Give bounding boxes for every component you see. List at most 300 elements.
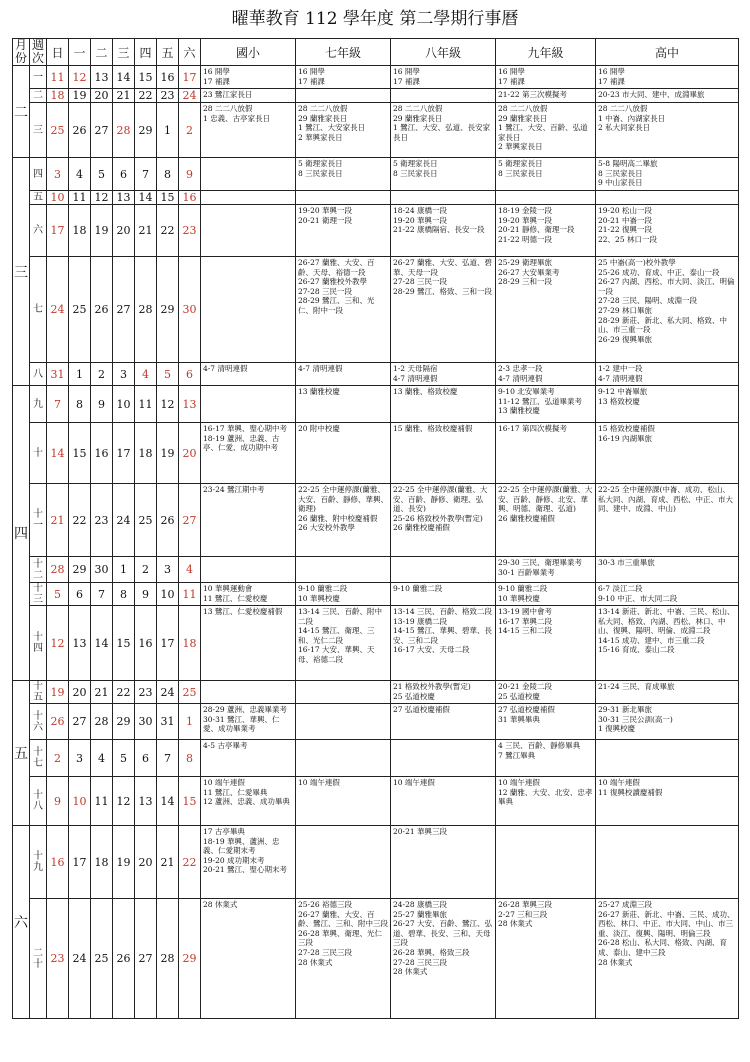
day-cell: 4 [135, 363, 157, 386]
day-cell: 5 [47, 583, 69, 606]
day-cell: 16 [179, 191, 201, 205]
day-cell: 28 [91, 704, 113, 740]
highschool-events: 13-14 新莊、新北、中崙、三民、松山、私大同、格致、內湖、西松、林口、中山、復興、陽明、明倫、成淵二段 14-15 成功、建中、市三重二段 15-16 育成、泰山二段 [596, 606, 739, 681]
day-cell: 1 [157, 103, 179, 158]
grade9-events: 22-25 全中運停課(蘭雅、大安、百齡、靜修、北安、華興、明德、衛理、弘道) 26 蘭雅校慶補假 [496, 484, 596, 557]
grade8-events: 24-28 康橋三段 25-27 蘭雅畢旅 26-27 大安、百齡、鷺江、弘道、碧華、長安、三和、天母三段 26-28 華興、格致三段 27-28 三民三段 28 休業式 [391, 899, 496, 1019]
day-cell: 10 [47, 191, 69, 205]
highschool-events: 1-2 建中一段 4-7 清明連假 [596, 363, 739, 386]
month-cell: 二 [13, 66, 30, 158]
highschool-events: 20-23 市大同、建中、成淵畢旅 [596, 89, 739, 103]
week-number: 十四 [30, 606, 47, 681]
week-number: 八 [30, 363, 47, 386]
week-row [13, 899, 739, 1019]
day-cell: 25 [69, 257, 91, 363]
week-row [13, 423, 739, 484]
elementary-events [201, 681, 296, 704]
day-cell: 26 [157, 484, 179, 557]
day-cell: 30 [135, 704, 157, 740]
week-number: 九 [30, 386, 47, 423]
day-cell: 8 [157, 158, 179, 191]
grade8-events: 18-24 康橋一段 19-20 華興一段 21-22 康橋隔宿、長安一段 [391, 205, 496, 257]
day-cell: 14 [135, 191, 157, 205]
day-cell: 19 [157, 423, 179, 484]
grade7-events: 16 開學 17 補課 [296, 66, 391, 89]
grade7-events: 22-25 全中運停課(蘭雅、大安、百齡、靜修、華興、衛理) 26 蘭雅、附中校慶補假 26 大安校外教學 [296, 484, 391, 557]
highschool-events [596, 826, 739, 899]
day-cell: 9 [179, 158, 201, 191]
grade8-events [391, 557, 496, 583]
grade9-events [496, 826, 596, 899]
grade9-events: 13-19 國中會考 16-17 華興二段 14-15 三和二段 [496, 606, 596, 681]
day-cell: 10 [157, 583, 179, 606]
day-cell: 17 [157, 606, 179, 681]
day-cell: 24 [113, 484, 135, 557]
week-row [13, 681, 739, 704]
calendar-title: 曜華教育 112 學年度 第二學期行事曆 [231, 9, 519, 29]
day-cell: 14 [113, 66, 135, 89]
day-cell: 20 [69, 681, 91, 704]
day-cell: 20 [135, 826, 157, 899]
day-cell: 20 [179, 423, 201, 484]
day-cell: 27 [69, 704, 91, 740]
day-cell: 7 [91, 583, 113, 606]
week-row [13, 826, 739, 899]
grade8-events: 10 端午連假 [391, 777, 496, 826]
grade8-events [391, 191, 496, 205]
day-cell: 24 [69, 899, 91, 1019]
day-cell: 21 [91, 681, 113, 704]
grade8-events [391, 89, 496, 103]
highschool-events: 25-27 成淵三段 26-27 新莊、新北、中崙、三民、成功、西松、林口、中正、市大同、中山、市三重、淡江、復興、陽明、明倫三段 26-28 松山、私大同、格致、內湖、育成、泰山、建中三段 28 休業式 [596, 899, 739, 1019]
school-calendar-table [12, 38, 739, 1019]
grade8-events: 20-21 華興三段 [391, 826, 496, 899]
elementary-events: 10 端午連假 11 鷺江、仁愛畢典 12 蘆洲、忠義、成功畢典 [201, 777, 296, 826]
day-cell: 5 [113, 740, 135, 777]
week-row [13, 158, 739, 191]
day-cell: 10 [113, 386, 135, 423]
grade7-events [296, 681, 391, 704]
elementary-events [201, 205, 296, 257]
header-tue: 二 [91, 39, 113, 66]
grade7-events [296, 89, 391, 103]
grade7-events: 4-7 清明連假 [296, 363, 391, 386]
day-cell: 15 [179, 777, 201, 826]
week-row [13, 606, 739, 681]
elementary-events: 4-5 古亭畢考 [201, 740, 296, 777]
elementary-events: 17 古亭畢典 18-19 華興、蘆洲、忠義、仁愛期末考 19-20 成功期末考 20-21 鷺江、聖心期末考 [201, 826, 296, 899]
day-cell: 30 [179, 257, 201, 363]
grade7-events: 10 端午連假 [296, 777, 391, 826]
highschool-events [596, 740, 739, 777]
day-cell: 5 [91, 158, 113, 191]
day-cell: 8 [179, 740, 201, 777]
highschool-events: 6-7 淡江二段 9-10 中正、市大同二段 [596, 583, 739, 606]
week-row [13, 777, 739, 826]
day-cell: 21 [157, 826, 179, 899]
month-cell: 四 [13, 386, 30, 681]
highschool-events: 25 中崙(高一)校外教學 25-26 成功、育成、中正、泰山一段 26-27 內湖、西松、市大同、淡江、明倫一段 27-28 三民、陽明、成淵一段 27-29 林口畢旅 28-29 新莊、新北、私大同、格致、中山、市三重一段 26-29 復興畢旅 [596, 257, 739, 363]
highschool-events: 19-20 松山一段 20-21 中崙一段 21-22 復興一段 22、25 林口一段 [596, 205, 739, 257]
grade8-events: 26-27 蘭雅、大安、弘道、碧華、天母一段 27-28 三民一段 28-29 鷺江、格致、三和一段 [391, 257, 496, 363]
day-cell: 25 [179, 681, 201, 704]
highschool-events: 5-8 陽明高二畢旅 8 三民家長日 9 中山家長日 [596, 158, 739, 191]
grade7-events [296, 704, 391, 740]
week-row [13, 557, 739, 583]
week-number: 十一 [30, 484, 47, 557]
header-elementary: 國小 [201, 39, 296, 66]
week-row [13, 363, 739, 386]
highschool-events: 21-24 三民、育成畢旅 [596, 681, 739, 704]
week-number: 十八 [30, 777, 47, 826]
day-cell: 9 [47, 777, 69, 826]
week-row [13, 66, 739, 89]
grade7-events: 13 蘭雅校慶 [296, 386, 391, 423]
day-cell: 14 [91, 606, 113, 681]
header-month: 月份 [13, 39, 30, 66]
week-number: 一 [30, 66, 47, 89]
grade7-events: 5 衛理家長日 8 三民家長日 [296, 158, 391, 191]
week-number: 十二 [30, 557, 47, 583]
grade9-events: 16 開學 17 補課 [496, 66, 596, 89]
grade9-events: 10 端午連假 12 蘭雅、大安、北安、忠孝畢典 [496, 777, 596, 826]
month-cell: 六 [13, 826, 30, 1019]
day-cell: 24 [157, 681, 179, 704]
grade9-events: 21-22 第三次模擬考 [496, 89, 596, 103]
day-cell: 17 [113, 423, 135, 484]
day-cell: 6 [69, 583, 91, 606]
week-row [13, 191, 739, 205]
day-cell: 13 [113, 191, 135, 205]
header-wed: 三 [113, 39, 135, 66]
day-cell: 11 [47, 66, 69, 89]
week-number: 十六 [30, 704, 47, 740]
grade7-events [296, 191, 391, 205]
header-mon: 一 [69, 39, 91, 66]
day-cell: 12 [91, 191, 113, 205]
grade9-events: 9-10 北安畢業考 11-12 鷺江、弘道畢業考 13 蘭雅校慶 [496, 386, 596, 423]
grade7-events: 20 附中校慶 [296, 423, 391, 484]
day-cell: 26 [69, 103, 91, 158]
grade9-events: 4 三民、百齡、靜修畢典 7 鷺江畢典 [496, 740, 596, 777]
day-cell: 23 [179, 205, 201, 257]
day-cell: 2 [91, 363, 113, 386]
week-row [13, 740, 739, 777]
day-cell: 20 [113, 205, 135, 257]
grade9-events: 26-28 華興三段 2-27 三和三段 28 休業式 [496, 899, 596, 1019]
day-cell: 4 [179, 557, 201, 583]
highschool-events: 28 二二八放假 1 中崙、內湖家長日 2 私大同家長日 [596, 103, 739, 158]
day-cell: 12 [69, 66, 91, 89]
day-cell: 18 [69, 205, 91, 257]
day-cell: 16 [135, 606, 157, 681]
day-cell: 11 [69, 191, 91, 205]
day-cell: 11 [91, 777, 113, 826]
grade7-events: 13-14 三民、百齡、附中二段 14-15 鷺江、衛理、三和、光仁二段 16-17 大安、華興、天母、裕德二段 [296, 606, 391, 681]
day-cell: 25 [47, 103, 69, 158]
grade9-events: 28 二二八放假 29 蘭雅家長日 1 鷺江、大安、百齡、弘道家長日 2 華興家長日 [496, 103, 596, 158]
day-cell: 15 [113, 606, 135, 681]
day-cell: 18 [91, 826, 113, 899]
highschool-events: 30-3 市三重畢旅 [596, 557, 739, 583]
month-cell: 三 [13, 158, 30, 386]
elementary-events [201, 257, 296, 363]
grade9-events: 20-21 金陵二段 25 弘道校慶 [496, 681, 596, 704]
day-cell: 28 [157, 899, 179, 1019]
elementary-events: 13 鷺江、仁愛校慶補假 [201, 606, 296, 681]
week-number: 十七 [30, 740, 47, 777]
day-cell: 8 [113, 583, 135, 606]
day-cell: 30 [91, 557, 113, 583]
day-cell: 23 [157, 89, 179, 103]
day-cell: 1 [69, 363, 91, 386]
day-cell: 16 [157, 66, 179, 89]
day-cell: 18 [135, 423, 157, 484]
week-number: 二 [30, 89, 47, 103]
week-row [13, 257, 739, 363]
header-sat: 六 [179, 39, 201, 66]
week-row [13, 89, 739, 103]
day-cell: 27 [113, 257, 135, 363]
day-cell: 15 [135, 66, 157, 89]
day-cell: 21 [135, 205, 157, 257]
highschool-events: 10 端午連假 11 復興校讀慶補假 [596, 777, 739, 826]
day-cell: 23 [135, 681, 157, 704]
elementary-events: 28-29 蘆洲、忠義畢業考 30-31 鷺江、華興、仁愛、成功畢業考 [201, 704, 296, 740]
day-cell: 24 [47, 257, 69, 363]
elementary-events [201, 191, 296, 205]
elementary-events: 23 鷺江家長日 [201, 89, 296, 103]
day-cell: 13 [135, 777, 157, 826]
week-number: 二十 [30, 899, 47, 1019]
day-cell: 21 [113, 89, 135, 103]
day-cell: 31 [157, 704, 179, 740]
grade7-events: 26-27 蘭雅、大安、百齡、天母、裕德一段 26-27 蘭雅校外教學 27-28 三民一段 28-29 鷺江、三和、光仁、附中一段 [296, 257, 391, 363]
day-cell: 7 [157, 740, 179, 777]
day-cell: 6 [179, 363, 201, 386]
elementary-events: 28 休業式 [201, 899, 296, 1019]
day-cell: 19 [91, 205, 113, 257]
day-cell: 29 [113, 704, 135, 740]
week-row [13, 484, 739, 557]
day-cell: 27 [91, 103, 113, 158]
elementary-events: 4-7 清明連假 [201, 363, 296, 386]
week-number: 六 [30, 205, 47, 257]
highschool-events: 9-12 中崙畢旅 13 格致校慶 [596, 386, 739, 423]
day-cell: 2 [47, 740, 69, 777]
grade9-events: 16-17 第四次模擬考 [496, 423, 596, 484]
day-cell: 7 [47, 386, 69, 423]
day-cell: 13 [69, 606, 91, 681]
day-cell: 12 [157, 386, 179, 423]
day-cell: 2 [179, 103, 201, 158]
day-cell: 5 [157, 363, 179, 386]
week-number: 十 [30, 423, 47, 484]
day-cell: 14 [47, 423, 69, 484]
day-cell: 13 [179, 386, 201, 423]
elementary-events: 23-24 鷺江期中考 [201, 484, 296, 557]
grade7-events: 9-10 蘭雅二段 10 華興校慶 [296, 583, 391, 606]
grade7-events: 25-26 裕德三段 26-27 蘭雅、大安、百齡、鷺江、三和、附中三段 26-28 華興、衛理、光仁三段 27-28 三民三段 28 休業式 [296, 899, 391, 1019]
week-row [13, 583, 739, 606]
grade7-events [296, 826, 391, 899]
highschool-events: 29-31 新北畢旅 30-31 三民公訓(高一) 1 復興校慶 [596, 704, 739, 740]
highschool-events: 16 開學 17 補課 [596, 66, 739, 89]
week-row [13, 103, 739, 158]
grade8-events: 13 蘭雅、格致校慶 [391, 386, 496, 423]
day-cell: 19 [69, 89, 91, 103]
header-grade8: 八年級 [391, 39, 496, 66]
elementary-events [201, 557, 296, 583]
week-number: 七 [30, 257, 47, 363]
day-cell: 19 [113, 826, 135, 899]
day-cell: 21 [47, 484, 69, 557]
day-cell: 16 [91, 423, 113, 484]
day-cell: 3 [113, 363, 135, 386]
week-row [13, 205, 739, 257]
day-cell: 4 [69, 158, 91, 191]
day-cell: 2 [135, 557, 157, 583]
grade9-events: 27 弘道校慶補假 31 華興畢典 [496, 704, 596, 740]
grade8-events: 9-10 蘭雅二段 [391, 583, 496, 606]
day-cell: 26 [91, 257, 113, 363]
day-cell: 22 [113, 681, 135, 704]
day-cell: 28 [135, 257, 157, 363]
week-number: 十三 [30, 583, 47, 606]
elementary-events: 10 華興運動會 11 鷺江、仁愛校慶 [201, 583, 296, 606]
grade8-events: 5 衛理家長日 8 三民家長日 [391, 158, 496, 191]
grade7-events [296, 557, 391, 583]
grade8-events: 1-2 天母隔宿 4-7 清明連假 [391, 363, 496, 386]
day-cell: 23 [91, 484, 113, 557]
header-grade7: 七年級 [296, 39, 391, 66]
day-cell: 29 [135, 103, 157, 158]
header-week: 週次 [30, 39, 47, 66]
day-cell: 29 [179, 899, 201, 1019]
day-cell: 15 [69, 423, 91, 484]
day-cell: 25 [135, 484, 157, 557]
week-number: 三 [30, 103, 47, 158]
day-cell: 29 [157, 257, 179, 363]
day-cell: 28 [113, 103, 135, 158]
grade8-events: 28 二二八放假 29 蘭雅家長日 1 鷺江、大安、弘道、長安家長日 [391, 103, 496, 158]
highschool-events: 15 格致校慶補假 16-19 內湖畢旅 [596, 423, 739, 484]
day-cell: 23 [47, 899, 69, 1019]
elementary-events: 28 二二八放假 1 忠義、古亭家長日 [201, 103, 296, 158]
header-sun: 日 [47, 39, 69, 66]
day-cell: 22 [69, 484, 91, 557]
day-cell: 1 [179, 704, 201, 740]
day-cell: 3 [47, 158, 69, 191]
week-number: 五 [30, 191, 47, 205]
grade7-events: 19-20 華興一段 20-21 衛理一段 [296, 205, 391, 257]
day-cell: 17 [179, 66, 201, 89]
day-cell: 9 [91, 386, 113, 423]
header-thu: 四 [135, 39, 157, 66]
day-cell: 29 [69, 557, 91, 583]
grade8-events: 15 蘭雅、格致校慶補假 [391, 423, 496, 484]
day-cell: 4 [91, 740, 113, 777]
day-cell: 1 [113, 557, 135, 583]
day-cell: 12 [47, 606, 69, 681]
grade9-events: 5 衛理家長日 8 三民家長日 [496, 158, 596, 191]
week-number: 十五 [30, 681, 47, 704]
day-cell: 3 [69, 740, 91, 777]
day-cell: 16 [47, 826, 69, 899]
day-cell: 22 [179, 826, 201, 899]
day-cell: 27 [135, 899, 157, 1019]
elementary-events [201, 386, 296, 423]
day-cell: 25 [91, 899, 113, 1019]
day-cell: 11 [179, 583, 201, 606]
grade8-events: 16 開學 17 補課 [391, 66, 496, 89]
grade9-events: 9-10 蘭雅二段 10 華興校慶 [496, 583, 596, 606]
day-cell: 27 [179, 484, 201, 557]
day-cell: 22 [135, 89, 157, 103]
elementary-events: 16-17 華興、聖心期中考 18-19 蘆洲、忠義、古亭、仁愛、成功期中考 [201, 423, 296, 484]
month-cell: 五 [13, 681, 30, 826]
header-highschool: 高中 [596, 39, 739, 66]
grade8-events: 22-25 全中運停課(蘭雅、大安、百齡、靜修、衛理、弘道、長安) 25-26 格致校外教學(暫定) 26 蘭雅校慶補假 [391, 484, 496, 557]
grade8-events: 13-14 三民、百齡、格致二段 13-19 康橋二段 14-15 鷺江、華興、碧華、長安、三和二段 16-17 大安、天母二段 [391, 606, 496, 681]
day-cell: 31 [47, 363, 69, 386]
day-cell: 7 [135, 158, 157, 191]
day-cell: 17 [47, 205, 69, 257]
grade9-events: 25-29 衛理畢旅 26-27 大安畢業考 28-29 三和一段 [496, 257, 596, 363]
day-cell: 6 [113, 158, 135, 191]
week-number: 十九 [30, 826, 47, 899]
day-cell: 26 [47, 704, 69, 740]
day-cell: 22 [157, 205, 179, 257]
grade8-events [391, 740, 496, 777]
grade9-events [496, 191, 596, 205]
day-cell: 18 [179, 606, 201, 681]
grade7-events: 28 二二八放假 29 蘭雅家長日 1 鷺江、大安家長日 2 華興家長日 [296, 103, 391, 158]
header-grade9: 九年級 [496, 39, 596, 66]
highschool-events: 22-25 全中運停課(中崙、成功、松山、私大同、內湖、育成、西松、中正、市大同、建中、成淵、中山) [596, 484, 739, 557]
day-cell: 13 [91, 66, 113, 89]
day-cell: 12 [113, 777, 135, 826]
day-cell: 14 [157, 777, 179, 826]
table-header [13, 39, 739, 66]
grade9-events: 18-19 金陵一段 19-20 華興一段 20-21 靜修、衛理一段 21-22 明德一段 [496, 205, 596, 257]
grade8-events: 21 格致校外教學(暫定) 25 弘道校慶 [391, 681, 496, 704]
elementary-events [201, 158, 296, 191]
day-cell: 15 [157, 191, 179, 205]
grade9-events: 29-30 三民、衛理畢業考 30-1 百齡畢業考 [496, 557, 596, 583]
grade7-events [296, 740, 391, 777]
day-cell: 24 [179, 89, 201, 103]
week-row [13, 704, 739, 740]
highschool-events [596, 191, 739, 205]
elementary-events: 16 開學 17 補課 [201, 66, 296, 89]
day-cell: 28 [47, 557, 69, 583]
day-cell: 6 [135, 740, 157, 777]
day-cell: 19 [47, 681, 69, 704]
day-cell: 9 [135, 583, 157, 606]
day-cell: 10 [69, 777, 91, 826]
day-cell: 26 [113, 899, 135, 1019]
day-cell: 11 [135, 386, 157, 423]
day-cell: 18 [47, 89, 69, 103]
grade8-events: 27 弘道校慶補假 [391, 704, 496, 740]
table-body [13, 66, 739, 1019]
day-cell: 8 [69, 386, 91, 423]
week-row [13, 386, 739, 423]
day-cell: 3 [157, 557, 179, 583]
week-number: 四 [30, 158, 47, 191]
grade9-events: 2-3 忠孝一段 4-7 清明連假 [496, 363, 596, 386]
